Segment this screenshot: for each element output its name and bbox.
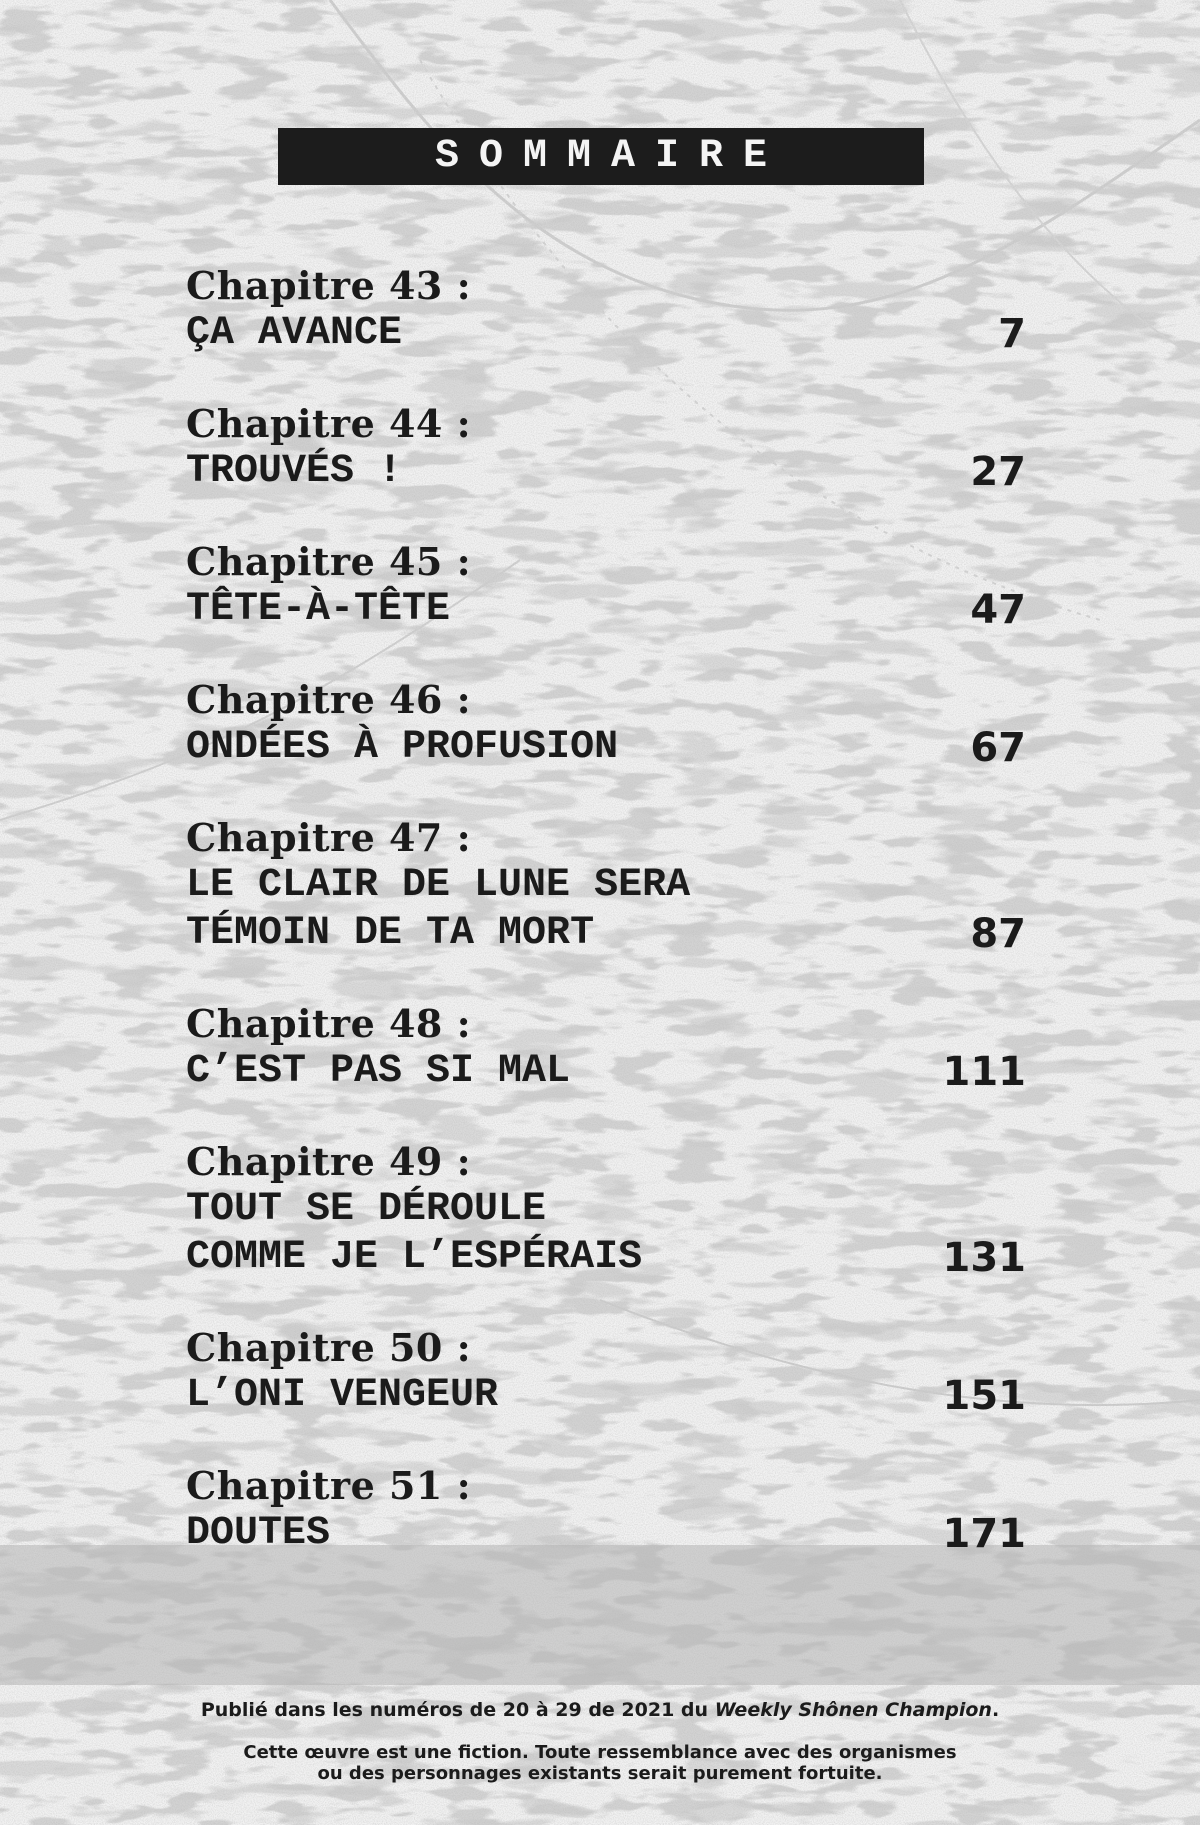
chapter-number: Chapitre 50 : [186,1325,472,1370]
chapter-title: ÇA AVANCE [186,311,403,356]
page-number: 47 [970,587,1026,633]
chapter-title: TOUT SE DÉROULE COMME JE L’ESPÉRAIS [186,1187,643,1280]
toc-entry[interactable] [186,1462,1026,1558]
publication-suffix: . [991,1699,1000,1721]
chapter-number: Chapitre 49 : [186,1139,472,1184]
toc-entry[interactable] [186,1324,1026,1420]
chapter-title: TÊTE-À-TÊTE [186,587,451,632]
publication-note [0,1699,1200,1721]
toc-entry[interactable] [186,814,1026,958]
chapter-title: ONDÉES À PROFUSION [186,725,619,770]
page-number: 67 [970,725,1026,771]
chapter-title: LE CLAIR DE LUNE SERA TÉMOIN DE TA MORT [186,863,691,956]
page-number: 7 [998,311,1026,357]
chapter-title: DOUTES [186,1511,331,1556]
toc-entry[interactable] [186,538,1026,634]
chapter-number: Chapitre 44 : [186,401,472,446]
chapter-number: Chapitre 51 : [186,1463,472,1508]
chapter-number: Chapitre 43 : [186,263,472,308]
toc-entry[interactable] [186,262,1026,358]
page-number: 151 [942,1373,1026,1419]
chapter-number: Chapitre 46 : [186,677,472,722]
page-number: 87 [970,911,1026,957]
chapter-title: C’EST PAS SI MAL [186,1049,571,1094]
fiction-disclaimer: Cette œuvre est une fiction. Toute ressemblance avec des organismes ou des personnages existants serait purement fortuite. [243,1742,957,1784]
page-title: SOMMAIRE [434,134,788,179]
header-bar [278,128,924,185]
toc-entry[interactable] [186,400,1026,496]
toc-entry[interactable] [186,676,1026,772]
toc-entry[interactable] [186,1000,1026,1096]
page-number: 27 [970,449,1026,495]
toc-entry[interactable] [186,1138,1026,1282]
chapter-number: Chapitre 47 : [186,815,472,860]
publication-prefix: Publié dans les numéros de 20 à 29 de 2021 du [200,1699,715,1721]
chapter-number: Chapitre 48 : [186,1001,472,1046]
chapter-title: TROUVÉS ! [186,449,403,494]
page-number: 131 [942,1235,1026,1281]
magazine-name: Weekly Shônen Champion [714,1699,992,1721]
chapter-number: Chapitre 45 : [186,539,472,584]
page-number: 171 [942,1511,1026,1557]
page-number: 111 [942,1049,1026,1095]
toc-list [186,262,1026,1600]
chapter-title: L’ONI VENGEUR [186,1373,499,1418]
